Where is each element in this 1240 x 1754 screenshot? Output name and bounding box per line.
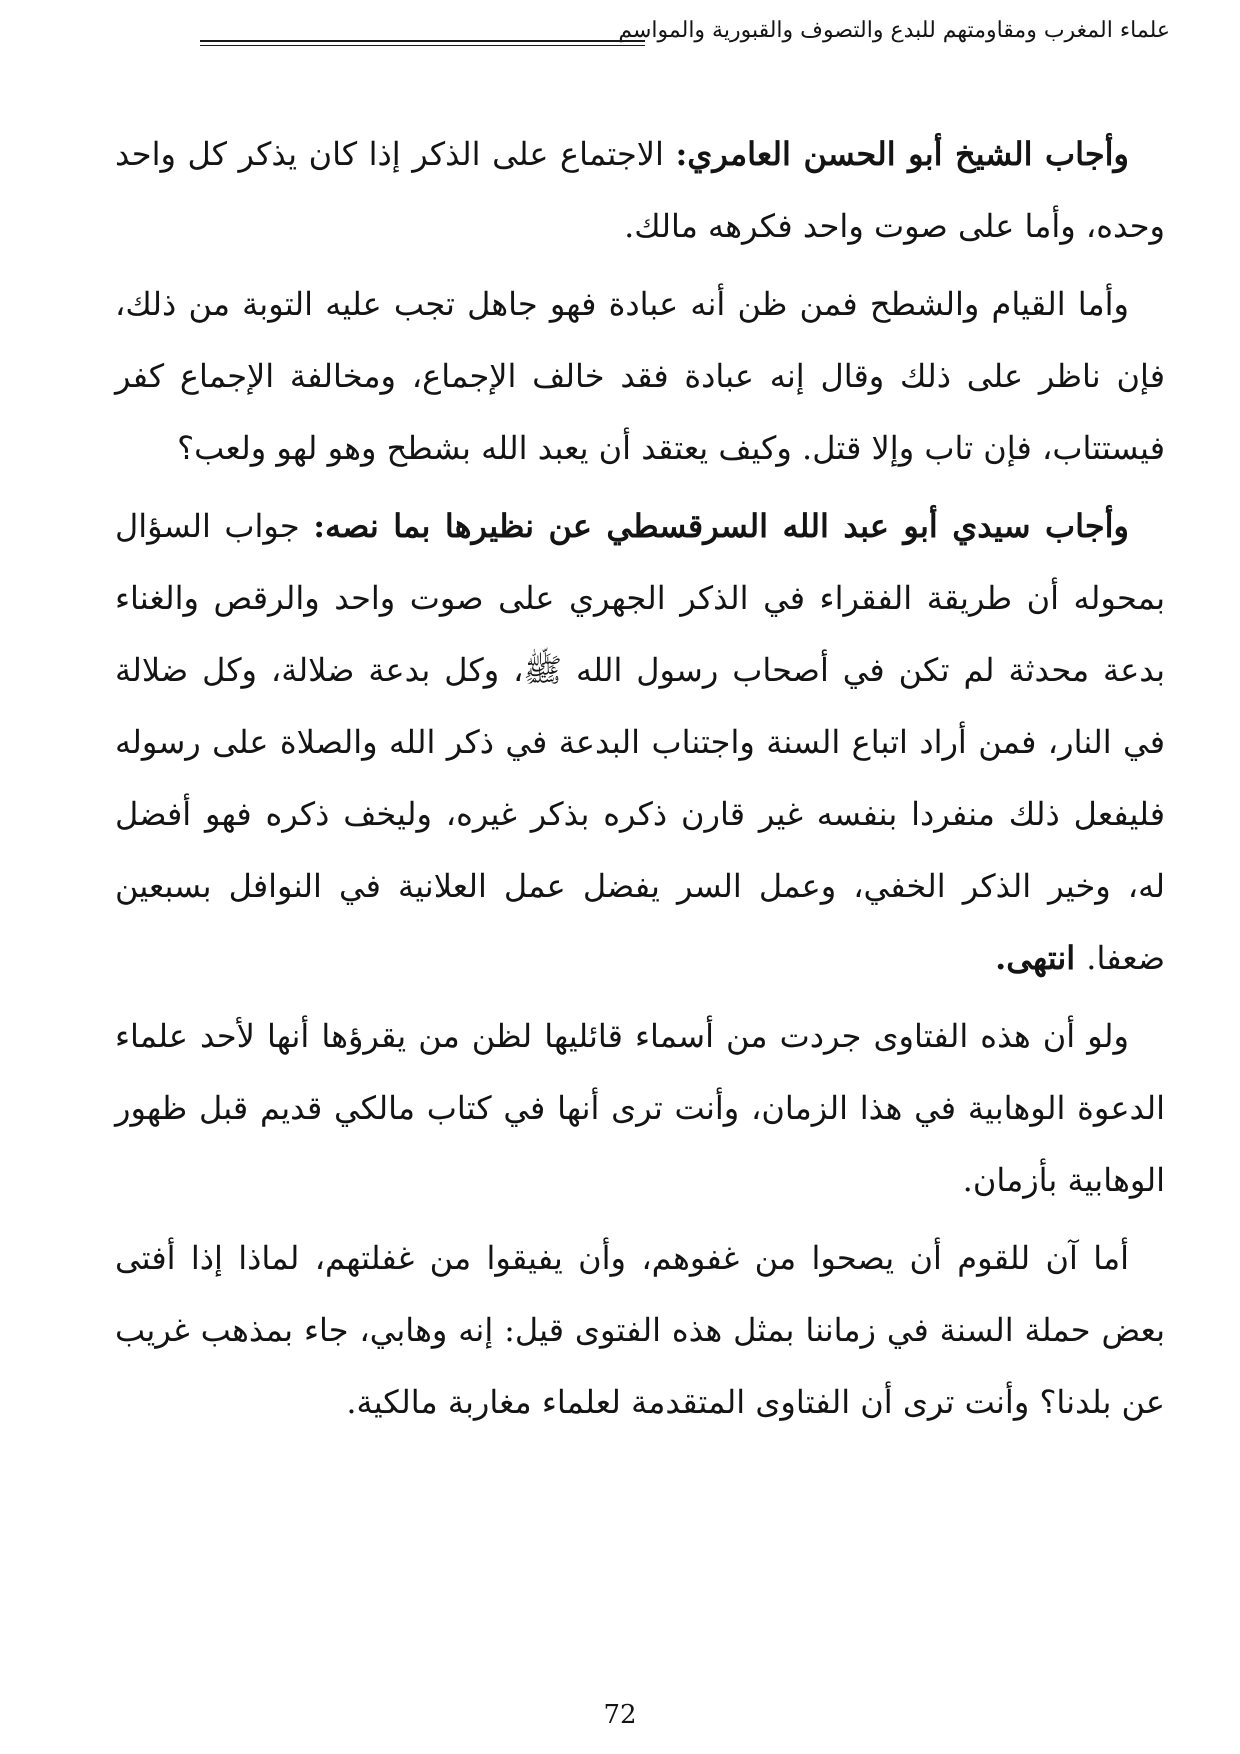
- paragraph-shath: [115, 268, 1165, 484]
- paragraph-amiri-answer: [115, 118, 1165, 262]
- header-rule: [200, 40, 645, 42]
- paragraph-end-word: انتهى.: [995, 939, 1087, 977]
- paragraph-lead: وأجاب الشيخ أبو الحسن العامري:: [675, 135, 1130, 173]
- body-text: [115, 118, 1165, 1444]
- paragraph-text: أما آن للقوم أن يصحوا من غفوهم، وأن يفيقوا من غفلتهم، لماذا إذا أفتى بعض حملة السنة في زماننا بمثل هذه الفتوى قيل: إنه وهابي، جاء بمذهب غريب عن بلدنا؟ وأنت ترى أن الفتاوى المتقدمة لعلماء مغاربة مالكية.: [115, 1239, 1166, 1421]
- paragraph-fatawa-comment: [115, 1000, 1165, 1216]
- running-header: [120, 18, 1170, 58]
- paragraph-saraqusti-answer: [115, 490, 1165, 994]
- paragraph-final: [115, 1222, 1165, 1438]
- page-number: 72: [603, 1700, 637, 1730]
- paragraph-text: وأما القيام والشطح فمن ظن أنه عبادة فهو جاهل تجب عليه التوبة من ذلك، فإن ناظر على ذلك وقال إنه عبادة فقد خالف الإجماع، ومخالفة الإجماع كفر فيستتاب، فإن تاب وإلا قتل. وكيف يعتقد أن يعبد الله بشطح وهو لهو ولعب؟: [115, 285, 1165, 467]
- paragraph-text: الاجتماع على الذكر إذا كان يذكر كل واحد وحده، وأما على صوت واحد فكرهه مالك.: [115, 135, 1165, 245]
- book-title: علماء المغرب ومقاومتهم للبدع والتصوف والقبورية والمواسم: [618, 18, 1170, 43]
- paragraph-lead: وأجاب سيدي أبو عبد الله السرقسطي عن نظيرها بما نصه:: [313, 507, 1130, 545]
- header-rule-thin: [200, 45, 645, 46]
- paragraph-text: ولو أن هذه الفتاوى جردت من أسماء قائليها لظن من يقرؤها أنها لأحد علماء الدعوة الوهابية في هذا الزمان، وأنت ترى أنها في كتاب مالكي قديم قبل ظهور الوهابية بأزمان.: [115, 1017, 1165, 1199]
- paragraph-text: جواب السؤال بمحوله أن طريقة الفقراء في الذكر الجهري على صوت واحد والرقص والغناء بدعة محدثة لم تكن في أصحاب رسول الله ﷺ، وكل بدعة ضلالة، وكل ضلالة في النار، فمن أراد اتباع السنة واجتناب البدعة في ذكر الله والصلاة على رسوله فليفعل ذلك منفردا بنفسه غير قارن ذكره بذكر غيره، وليخف ذكره فهو أفضل له، وخير الذكر الخفي، وعمل السر يفضل عمل العلانية في النوافل بسبعين ضعفا.: [115, 507, 1166, 977]
